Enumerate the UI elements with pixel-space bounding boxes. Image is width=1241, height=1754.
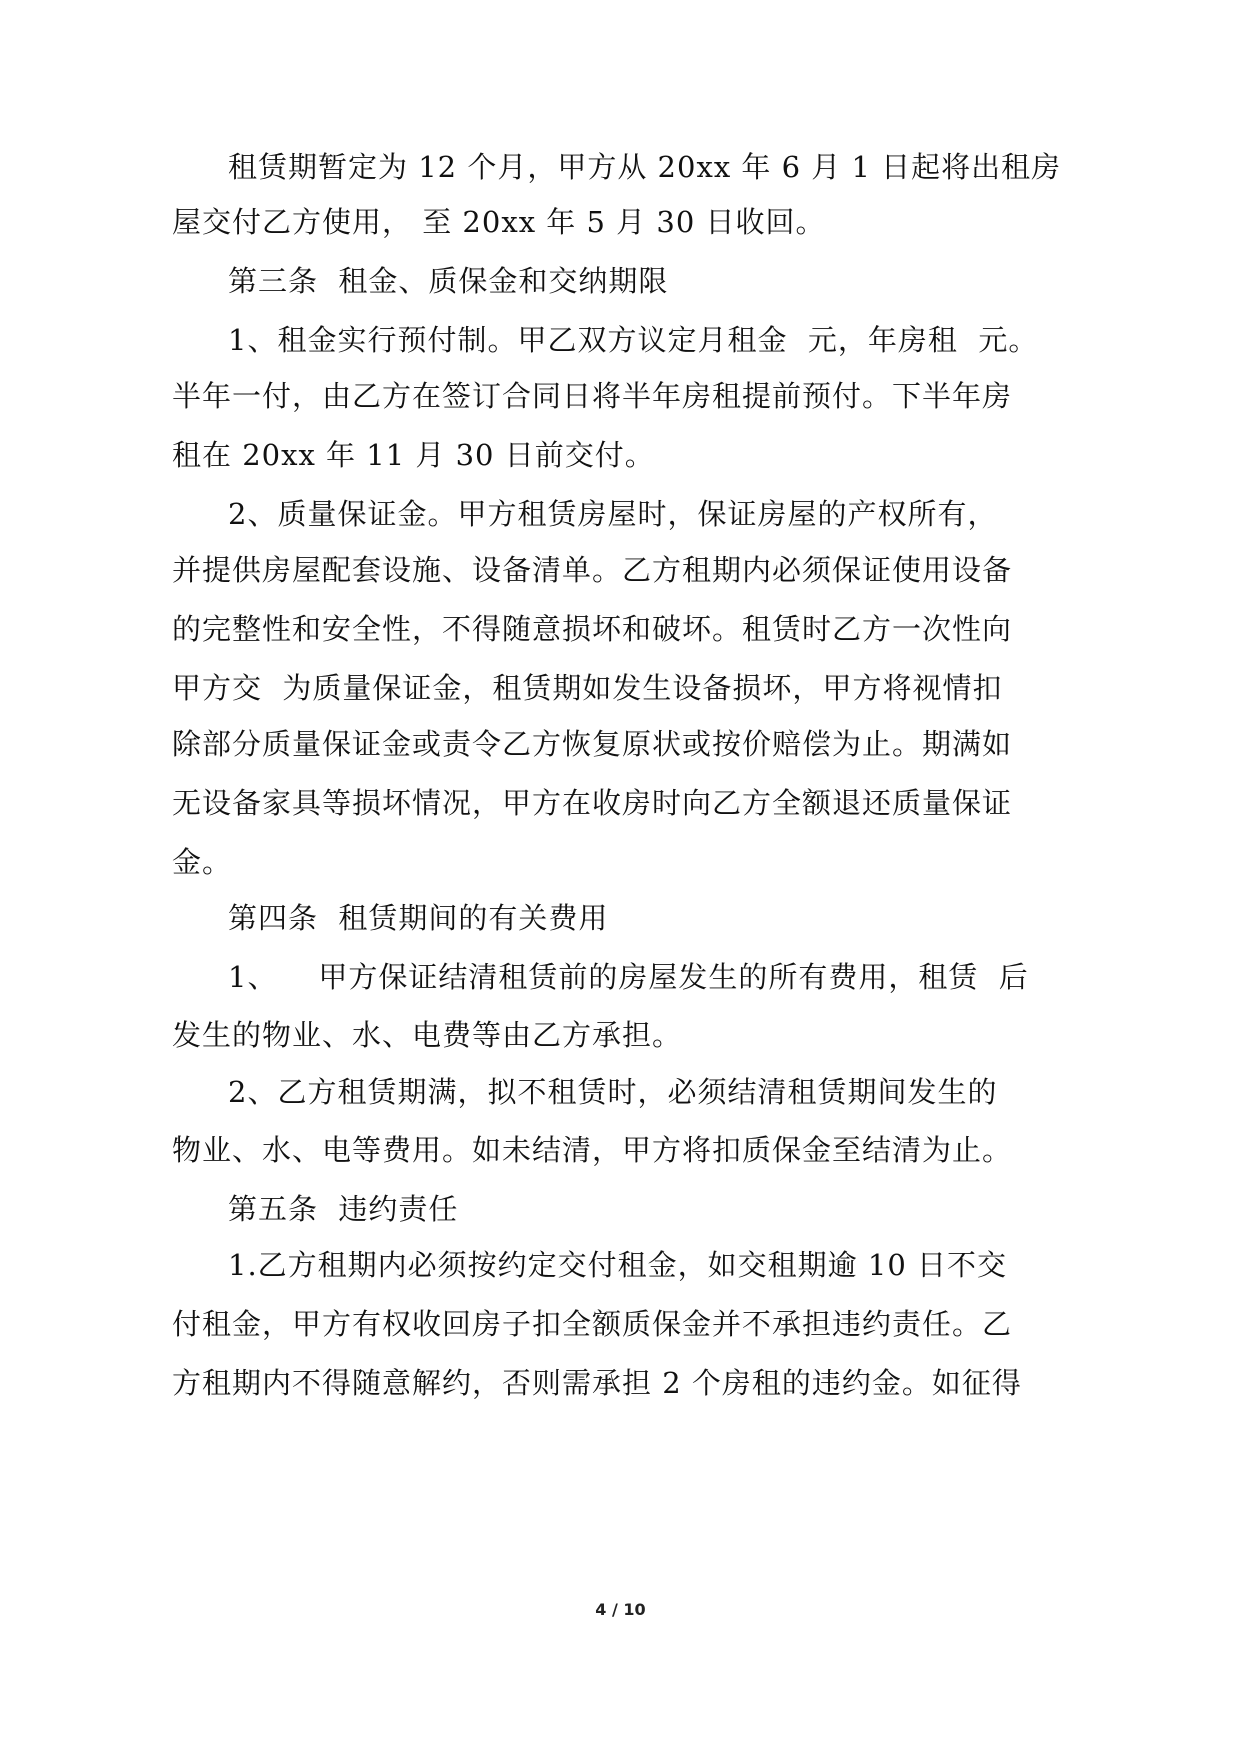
text-line: 甲方交 为质量保证金，租赁期如发生设备损坏，甲方将视情扣 bbox=[172, 671, 1003, 705]
text-line: 并提供房屋配套设施、设备清单。乙方租期内必须保证使用设备 bbox=[172, 553, 1013, 587]
text-line: 屋交付乙方使用， 至 20xx 年 5 月 30 日收回。 bbox=[172, 205, 826, 239]
text-line: 1、 甲方保证结清租赁前的房屋发生的所有费用，租赁 后 bbox=[228, 960, 1029, 994]
section-heading: 第五条 违约责任 bbox=[228, 1192, 459, 1226]
text-line: 1、租金实行预付制。甲乙双方议定月租金 元，年房租 元。 bbox=[228, 323, 1039, 357]
text-line: 金。 bbox=[172, 845, 233, 879]
text-line: 物业、水、电等费用。如未结清，甲方将扣质保金至结清为止。 bbox=[172, 1133, 1013, 1167]
text-line: 2、质量保证金。甲方租赁房屋时，保证房屋的产权所有， bbox=[228, 497, 998, 531]
text-line: 租在 20xx 年 11 月 30 日前交付。 bbox=[172, 438, 655, 472]
text-line: 方租期内不得随意解约，否则需承担 2 个房租的违约金。如征得 bbox=[172, 1366, 1022, 1400]
text-line: 发生的物业、水、电费等由乙方承担。 bbox=[172, 1018, 683, 1052]
text-line: 无设备家具等损坏情况，甲方在收房时向乙方全额退还质量保证 bbox=[172, 786, 1013, 820]
text-line: 付租金，甲方有权收回房子扣全额质保金并不承担违约责任。乙 bbox=[172, 1307, 1013, 1341]
section-heading: 第四条 租赁期间的有关费用 bbox=[228, 901, 609, 935]
text-line: 1.乙方租期内必须按约定交付租金，如交租期逾 10 日不交 bbox=[228, 1248, 1008, 1282]
page-number: 4 / 10 bbox=[595, 1600, 646, 1619]
text-line: 租赁期暂定为 12 个月，甲方从 20xx 年 6 月 1 日起将出租房 bbox=[228, 150, 1062, 184]
text-line: 2、乙方租赁期满，拟不租赁时，必须结清租赁期间发生的 bbox=[228, 1075, 998, 1109]
section-heading: 第三条 租金、质保金和交纳期限 bbox=[228, 264, 669, 298]
text-line: 半年一付，由乙方在签订合同日将半年房租提前预付。下半年房 bbox=[172, 379, 1013, 413]
text-line: 的完整性和安全性，不得随意损坏和破坏。租赁时乙方一次性向 bbox=[172, 612, 1013, 646]
text-line: 除部分质量保证金或责令乙方恢复原状或按价赔偿为止。期满如 bbox=[172, 727, 1013, 761]
